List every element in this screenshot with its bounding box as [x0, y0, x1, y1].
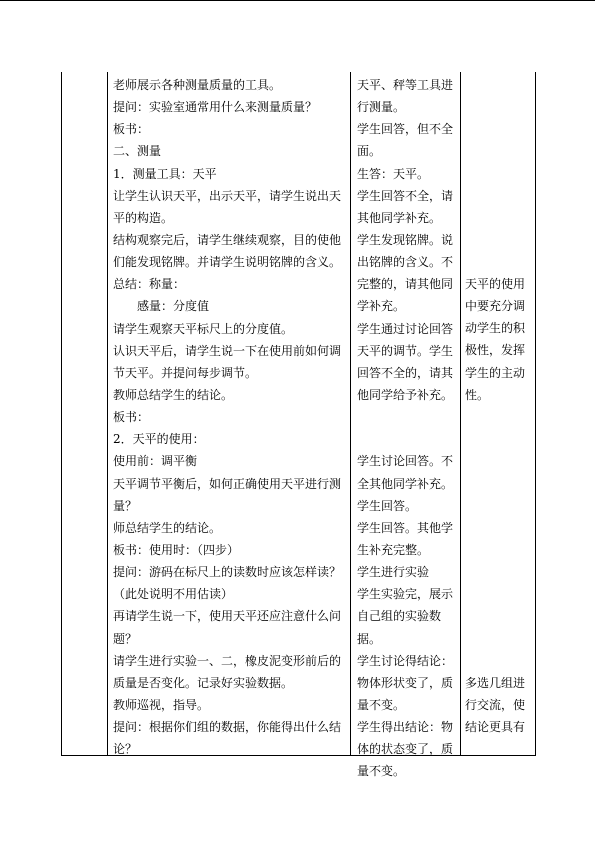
student-activity-column [357, 74, 457, 783]
teacher-line: 平的构造。 [113, 210, 174, 225]
teacher-line: 教师巡视，指导。 [113, 697, 210, 712]
teacher-line: 请学生进行实验一、二，橡皮泥变形前后的 [113, 653, 342, 668]
intent-line: 多选几组进 [465, 675, 526, 690]
student-line [357, 428, 457, 450]
teacher-line: 提问：实验室通常用什么来测量质量？ [113, 100, 318, 115]
student-line: 面。 [357, 144, 382, 159]
teacher-line: 板书： [113, 122, 150, 137]
student-line: 完整的，请其他同 [357, 277, 454, 292]
student-line: 生答：天平。 [357, 166, 430, 181]
teacher-line: 使用前：调平衡 [113, 454, 198, 469]
teacher-line: 1．测量工具：天平 [113, 166, 217, 181]
teacher-line: 板书： [113, 410, 150, 425]
student-line: 学生回答。其他学 [357, 520, 454, 535]
student-line: 出铭牌的含义。不 [357, 255, 454, 270]
student-line: 回答不全的，请其 [357, 365, 454, 380]
design-intent-column [465, 74, 533, 738]
intent-line: 行交流，使 [465, 697, 526, 712]
table-border-right [535, 72, 536, 756]
student-line: 学补充。 [357, 299, 406, 314]
teacher-line: 量？ [113, 498, 138, 513]
student-line: 物体形状变了，质 [357, 675, 454, 690]
student-line: 学生实验完，展示 [357, 587, 454, 602]
student-line: 量不变。 [357, 697, 406, 712]
teacher-line: 提问：根据你们组的数据，你能得出什么结 [113, 720, 342, 735]
student-line: 体的状态变了，质 [357, 742, 454, 757]
student-line: 学生回答。 [357, 498, 418, 513]
teacher-line: 再请学生说一下，使用天平还应注意什么问 [113, 609, 342, 624]
intent-line: 动学生的积 [465, 321, 526, 336]
teacher-line: （此处说明不用估读） [113, 587, 234, 602]
design-intent-gap [465, 406, 533, 672]
design-intent-spacer [465, 74, 533, 273]
teacher-line: 二、测量 [113, 144, 162, 159]
teacher-line: 结构观察完后，请学生继续观察，目的使他 [113, 232, 342, 247]
intent-line: 结论更具有 [465, 720, 526, 735]
design-intent-block-1 [465, 273, 533, 406]
teacher-line: 题？ [113, 631, 138, 646]
teacher-line: 节天平。并提问每步调节。 [113, 365, 258, 380]
teacher-line: 老师展示各种测量质量的工具。 [113, 78, 282, 92]
teacher-line: 总结：称量： [113, 277, 186, 292]
student-line: 学生讨论得结论： [357, 653, 454, 668]
student-line: 天平、秤等工具进 [357, 78, 454, 92]
student-line: 量不变。 [357, 764, 406, 779]
student-line: 生补充完整。 [357, 542, 430, 557]
student-line: 天平的调节。学生 [357, 343, 454, 358]
student-line: 自己组的实验数 [357, 609, 442, 624]
teacher-line: 感量：分度值 [113, 299, 210, 314]
teacher-line: 们能发现铭牌。并请学生说明铭牌的含义。 [113, 255, 342, 270]
intent-line: 中要充分调 [465, 299, 526, 314]
teacher-line: 让学生认识天平，出示天平，请学生说出天 [113, 188, 342, 203]
teacher-line: 教师总结学生的结论。 [113, 387, 234, 402]
student-line: 学生回答不全，请 [357, 188, 454, 203]
student-line: 学生发现铭牌。说 [357, 232, 454, 247]
page-top-rule [0, 0, 595, 1]
table-divider-1 [107, 72, 108, 756]
teacher-line: 板书：使用时：（四步） [113, 542, 240, 557]
intent-line: 天平的使用 [465, 277, 526, 291]
design-intent-block-2 [465, 672, 533, 738]
student-line: 据。 [357, 631, 382, 646]
student-line: 学生通过讨论回答 [357, 321, 454, 336]
student-line: 学生讨论回答。不 [357, 454, 454, 469]
student-line: 其他同学补充。 [357, 210, 442, 225]
student-line: 全其他同学补充。 [357, 476, 454, 491]
teacher-line: 请学生观察天平标尺上的分度值。 [113, 321, 294, 336]
intent-line: 性。 [465, 387, 490, 402]
teacher-line: 天平调节平衡后，如何正确使用天平进行测 [113, 476, 342, 491]
table-divider-2 [350, 72, 351, 756]
teacher-activity-column [113, 74, 345, 760]
intent-line: 学生的主动 [465, 365, 526, 380]
teacher-line: 论？ [113, 742, 138, 757]
table-border-left [61, 72, 62, 756]
student-line: 学生回答，但不全 [357, 122, 454, 137]
teacher-line: 师总结学生的结论。 [113, 520, 222, 535]
teacher-line: 质量是否变化。记录好实验数据。 [113, 675, 294, 690]
student-line: 学生进行实验 [357, 565, 430, 580]
teacher-line: 提问：游码在标尺上的读数时应该怎样读？ [113, 565, 342, 580]
table-divider-3 [460, 72, 461, 756]
student-line: 他同学给予补充。 [357, 387, 454, 402]
intent-line: 极性，发挥 [465, 343, 526, 358]
teacher-line: 2．天平的使用： [113, 432, 205, 447]
student-line [357, 406, 457, 428]
teacher-line: 认识天平后，请学生说一下在使用前如何调 [113, 343, 342, 358]
student-line: 学生得出结论：物 [357, 720, 454, 735]
student-line: 行测量。 [357, 100, 406, 115]
